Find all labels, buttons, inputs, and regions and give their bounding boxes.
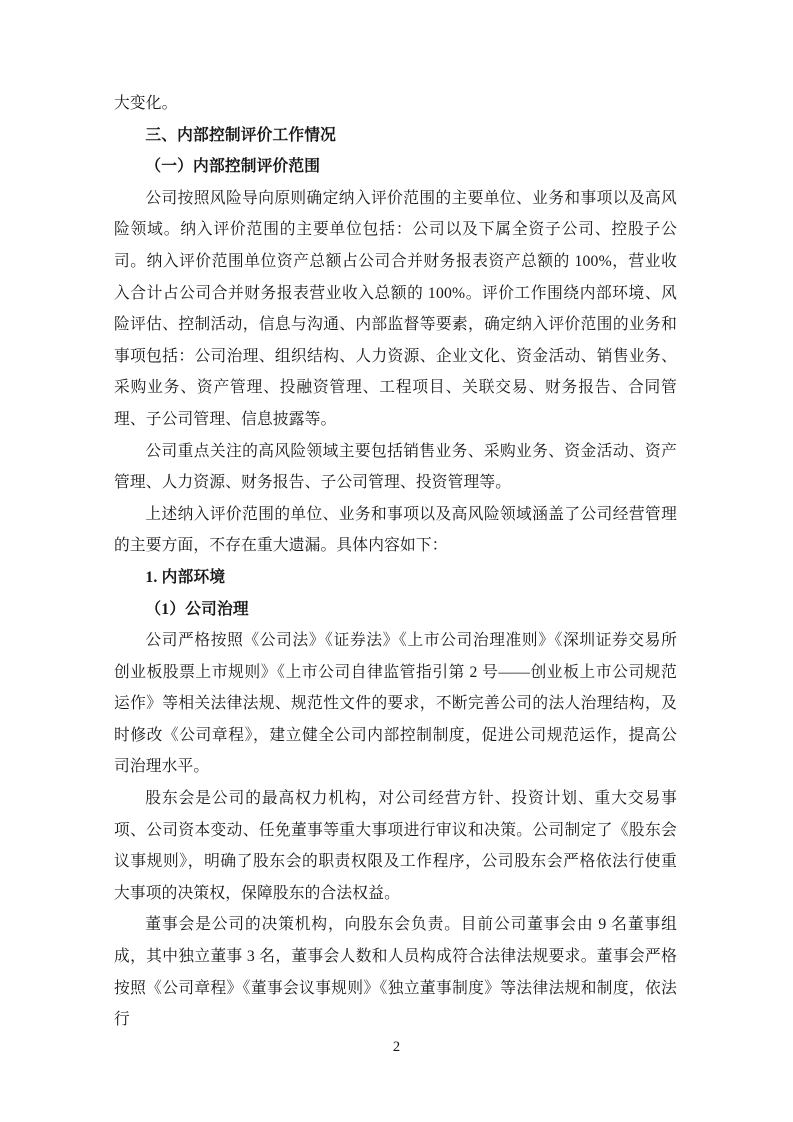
section-heading-internal-control-evaluation: 三、内部控制评价工作情况 [145,126,337,144]
document-content [114,88,677,1036]
heading-corporate-governance: （1）公司治理 [145,600,249,618]
subsection-heading-evaluation-scope: （一）内部控制评价范围 [145,158,321,176]
paragraph-continuation: 大变化。 [114,95,178,112]
paragraph-high-risk-areas: 公司重点关注的高风险领域主要包括销售业务、采购业务、资金活动、资产管理、人力资源、财务报告、子公司管理、投资管理等。 [114,442,677,492]
paragraph-board-of-directors: 董事会是公司的决策机构，向股东会负责。目前公司董事会由 9 名董事组成，其中独立董事 3 名，董事会人数和人员构成符合法律法规要求。董事会严格按照《公司章程》《董事会议事规则》《独立董事制度》等法律法规和制度，依法行 [114,916,677,1029]
page-number: 2 [392,1039,401,1055]
paragraph-shareholders-meeting: 股东会是公司的最高权力机构，对公司经营方针、投资计划、重大交易事项、公司资本变动、任免董事等重大事项进行审议和决策。公司制定了《股东会议事规则》，明确了股东会的职责权限及工作程序，公司股东会严格依法行使重大事项的决策权，保障股东的合法权益。 [114,790,677,902]
paragraph-evaluation-scope: 公司按照风险导向原则确定纳入评价范围的主要单位、业务和事项以及高风险领域。纳入评价范围的主要单位包括：公司以及下属全资子公司、控股子公司。纳入评价范围单位资产总额占公司合并财务报表资产总额的 100%，营业收入合计占公司合并财务报表营业收入总额的 100%。评价工作围绕内部环境、风险评估、控制活动，信息与沟通、内部监督等要素，确定纳入评价范围的业务和事项包括：公司治理、组织结构、人力资源、企业文化、资金活动、销售业务、采购业务、资产管理、投融资管理、工程项目、关联交易、财务报告、合同管理、子公司管理、信息披露等。 [114,189,677,428]
heading-internal-environment: 1. 内部环境 [145,568,226,586]
paragraph-legal-compliance: 公司严格按照《公司法》《证券法》《上市公司治理准则》《深圳证券交易所创业板股票上市规则》《上市公司自律监管指引第 2 号——创业板上市公司规范运作》等相关法律法规、规范性文件的要求，不断完善公司的法人治理结构，及时修改《公司章程》，建立健全公司内部控制制度，促进公司规范运作，提高公司治理水平。 [114,632,677,776]
paragraph-coverage-statement: 上述纳入评价范围的单位、业务和事项以及高风险领域涵盖了公司经营管理的主要方面，不存在重大遗漏。具体内容如下： [114,505,677,555]
